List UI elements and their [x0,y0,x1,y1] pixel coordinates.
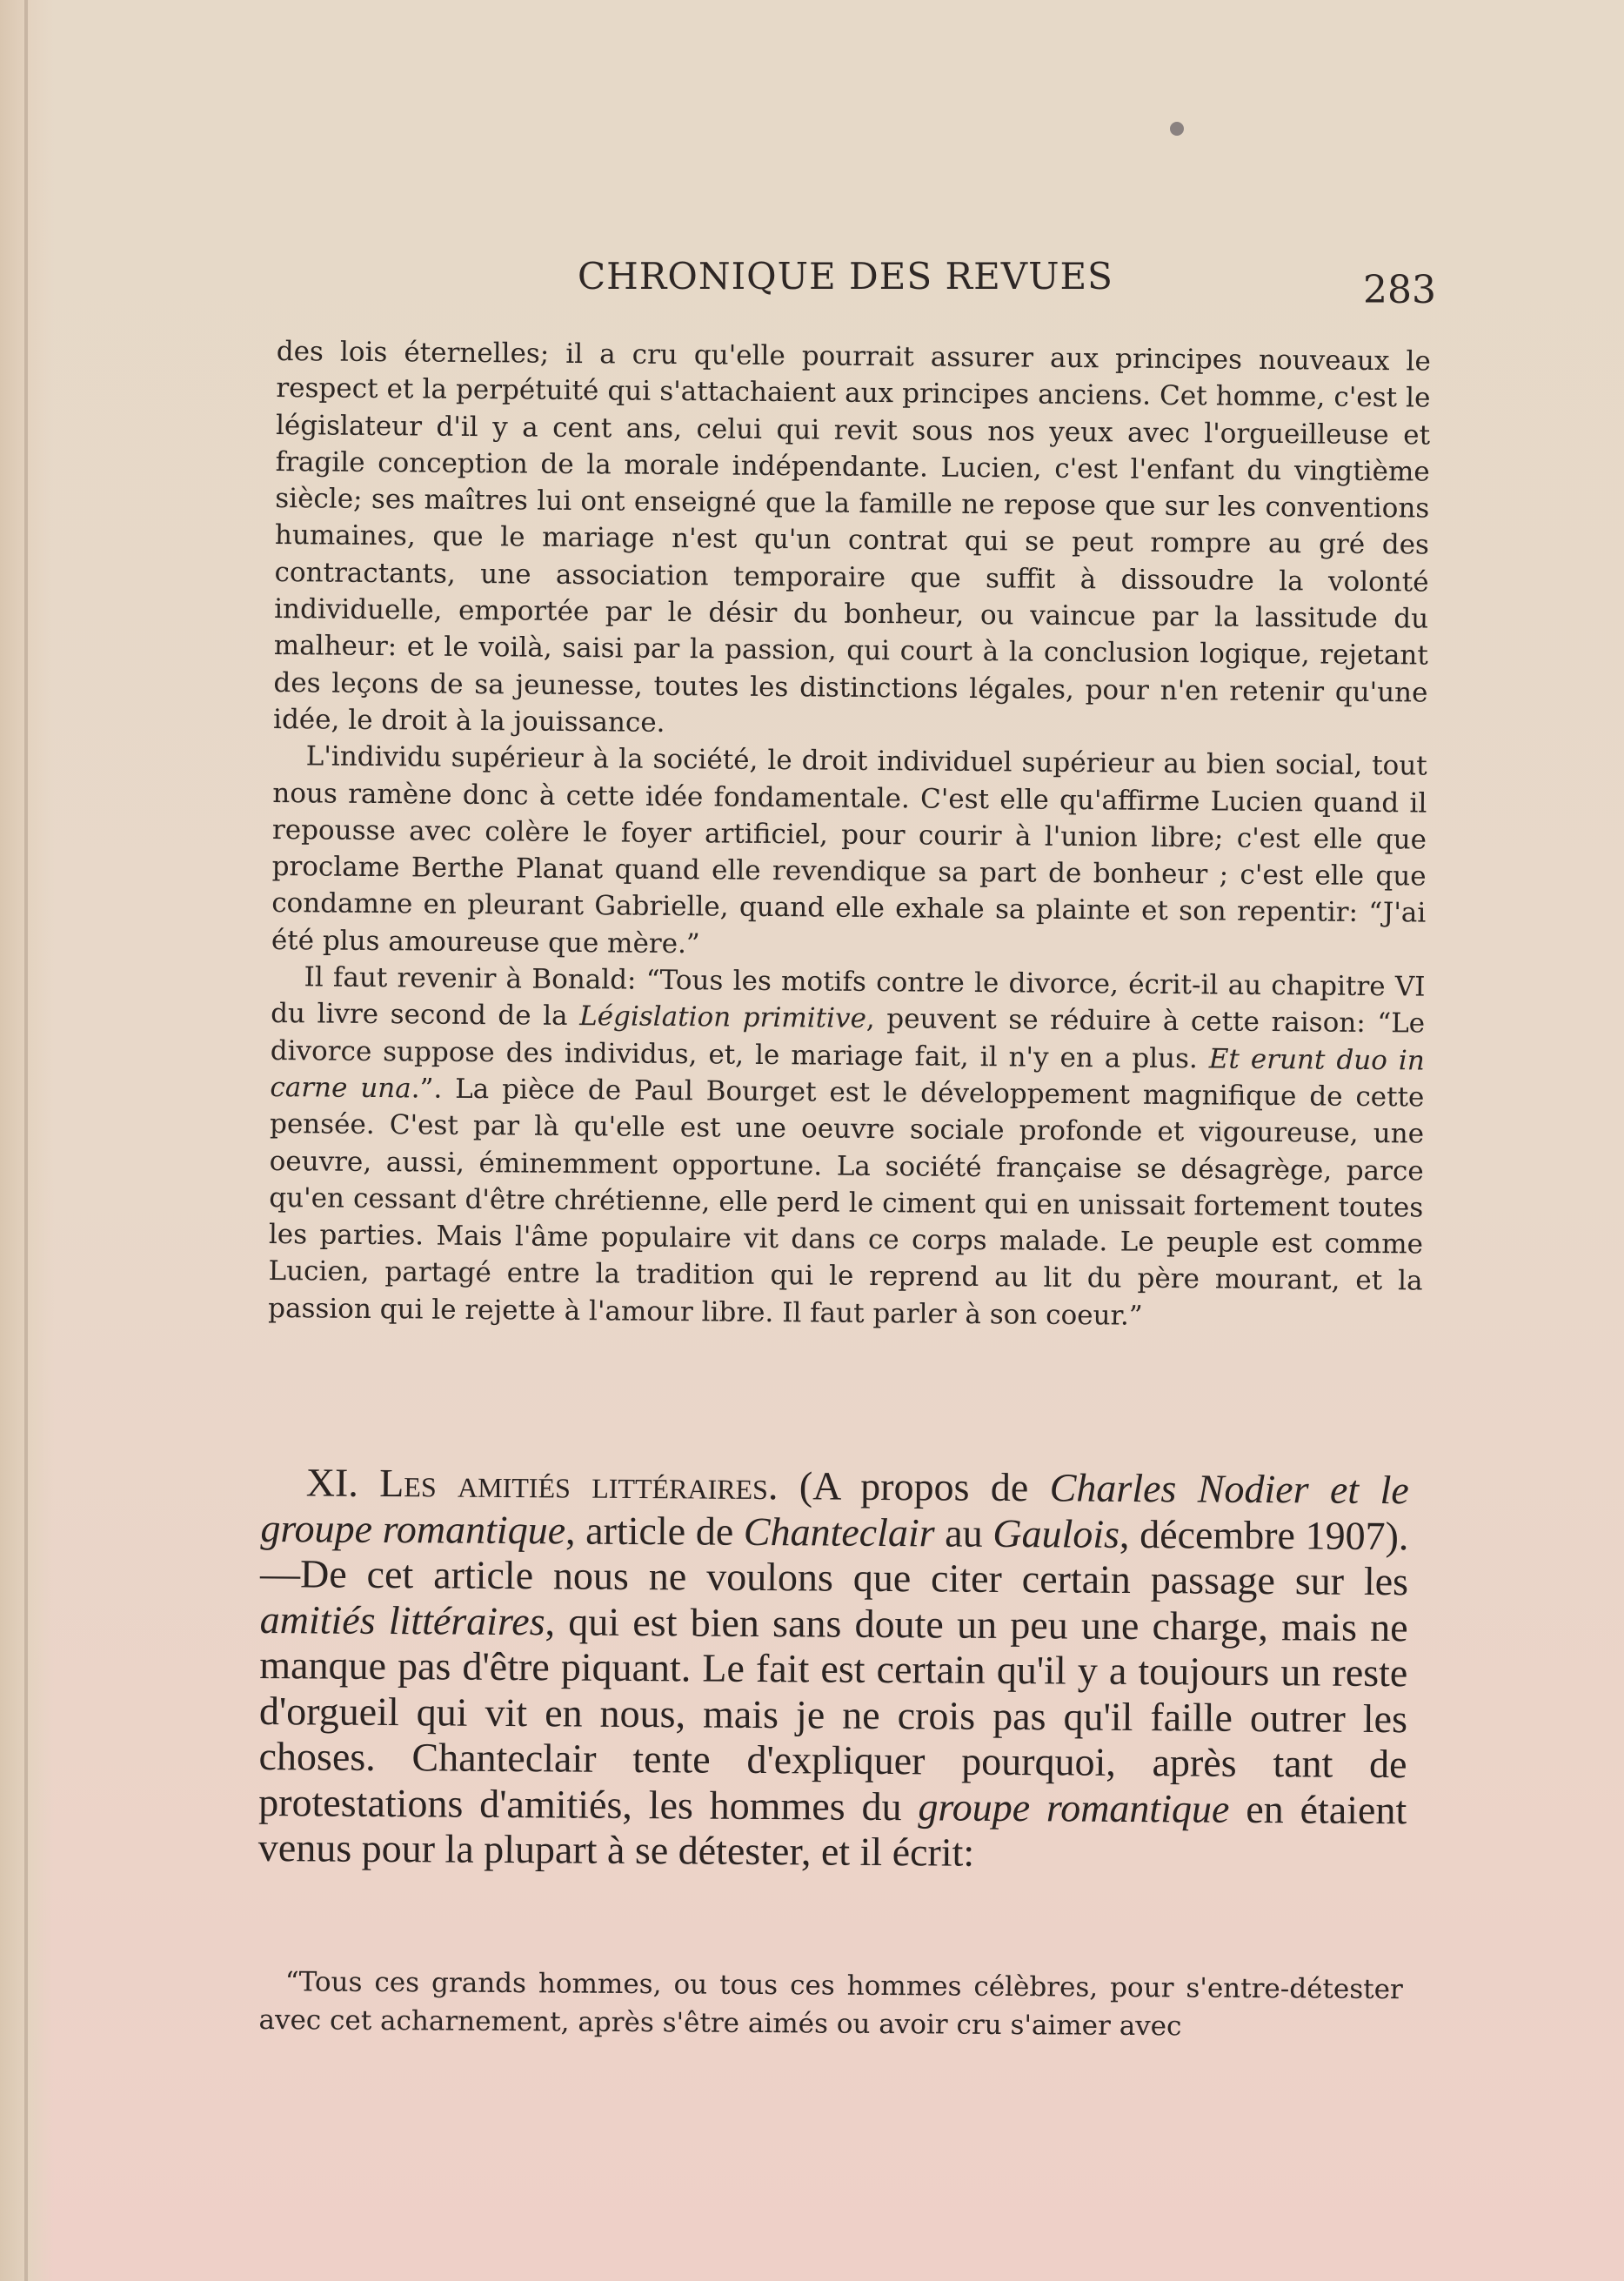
dust-speck [1170,122,1184,136]
text-run: , article de [565,1507,745,1554]
running-title: CHRONIQUE DES REVUES [578,255,1113,298]
quote-text: “Tous ces grands hommes, ou tous ces hommes célèbres, pour s'entre-détester avec cet acharnement, après s'être aimés ou avoir cru s'aimer avec [258,1966,1403,2043]
page-number: 283 [1363,268,1436,312]
text-run: , peuvent se réduire à cette raison: “Le divorce suppose des individus, et, le mariage fait, il n'y en a plus. [270,1003,1426,1075]
italic-phrase: amitiés littéraires [259,1596,545,1643]
body-text [268,333,1431,1337]
paragraph: L'individu supérieur à la société, le droit individuel supérieur au bien social, tout nous ramène donc à cette idée fondamentale. C'est elle qu'affirme Lucien quand il repousse avec colère le foyer artificiel, pour courir à l'union libre; c'est elle que proclame Berthe Planat quand elle revendique sa part de bonheur ; c'est elle que condamne en pleurant Gabrielle, quand elle exhale sa plainte et son repentir: “J'ai été plus amoureuse que mère.” [271,740,1427,960]
text-run: en étaient venus pour la plupart à se détester, et il écrit: [257,1786,1407,1875]
gutter-shadow [24,0,28,2281]
journal-name: Gaulois [992,1510,1120,1556]
text-run: , qui est bien sans doute un peu une charge, mais ne manque pas d'être piquant. Le fait est certain qu'il y a toujours un reste d'orgueil qui vit en nous, mais je ne crois pas qu'il faille outrer les choses. Chanteclair tente d'expliquer pourquoi, après tant de protestations d'amitiés, les hommes du [258,1598,1408,1829]
text-run: .”. La pièce de Paul Bourget est le développement magnifique de cette pensée. C'est par là qu'elle est une oeuvre sociale profonde et vigoureuse, une oeuvre, aussi, éminemment opportune. La société française se désagrège, parce qu'en cessant d'être chrétienne, elle perd le ciment qui en unissait fortement toutes les parties. Mais l'âme populaire vit dans ce corps malade. Le peuple est comme Lucien, partagé entre la tradition qui le reprend au lit du père mourant, et la passion qui le rejette à l'amour libre. Il faut parler à son coeur.” [268,1073,1425,1332]
author-name: Chanteclair [743,1508,935,1555]
text-run: Il faut revenir à Bonald: “Tous les motifs contre le divorce, écrit-il au chapitre VI du livre second de la [271,961,1426,1033]
section-xi [258,1460,1409,1879]
paragraph [268,959,1426,1337]
work-title: Législation primitive [579,1000,867,1035]
block-quote [258,1963,1403,2047]
text-run: , décembre 1907).—De cet article nous ne voulons que citer certain passage sur les [259,1511,1409,1604]
section-number: XI. [305,1460,359,1505]
section-paragraph [258,1460,1409,1879]
section-title: Les amitiés littéraires. [379,1460,779,1508]
latin-quote: Et erunt duo in carne una [270,1043,1425,1105]
text-run: au [934,1509,993,1555]
group-name: groupe romantique [918,1783,1230,1831]
text-run: (A propos de [778,1463,1050,1510]
work-title: Charles Nodier et le groupe romantique [260,1465,1409,1552]
paragraph: des lois éternelles; il a cru qu'elle pourrait assurer aux principes nouveaux le respect et la perpétuité qui s'attachaient aux principes anciens. Cet homme, c'est le législateur d'il y a cent ans, celui qui revit sous nos yeux avec l'orgueilleuse et fragile conception de la morale indépendante. Lucien, c'est l'enfant du vingtième siècle; ses maîtres lui ont enseigné que la famille ne repose que sur les conventions humaines, que le mariage n'est qu'un contrat qui se peut rompre au gré des contractants, une association temporaire que suffit à dissoudre la volonté individuelle, emportée par le désir du bonheur, ou vaincue par la lassitude du malheur: et le voilà, saisi par la passion, qui court à la conclusion logique, rejetant des leçons de sa jeunesse, toutes les distinctions légales, pour n'en retenir qu'une idée, le droit à la jouissance. [272,335,1431,739]
